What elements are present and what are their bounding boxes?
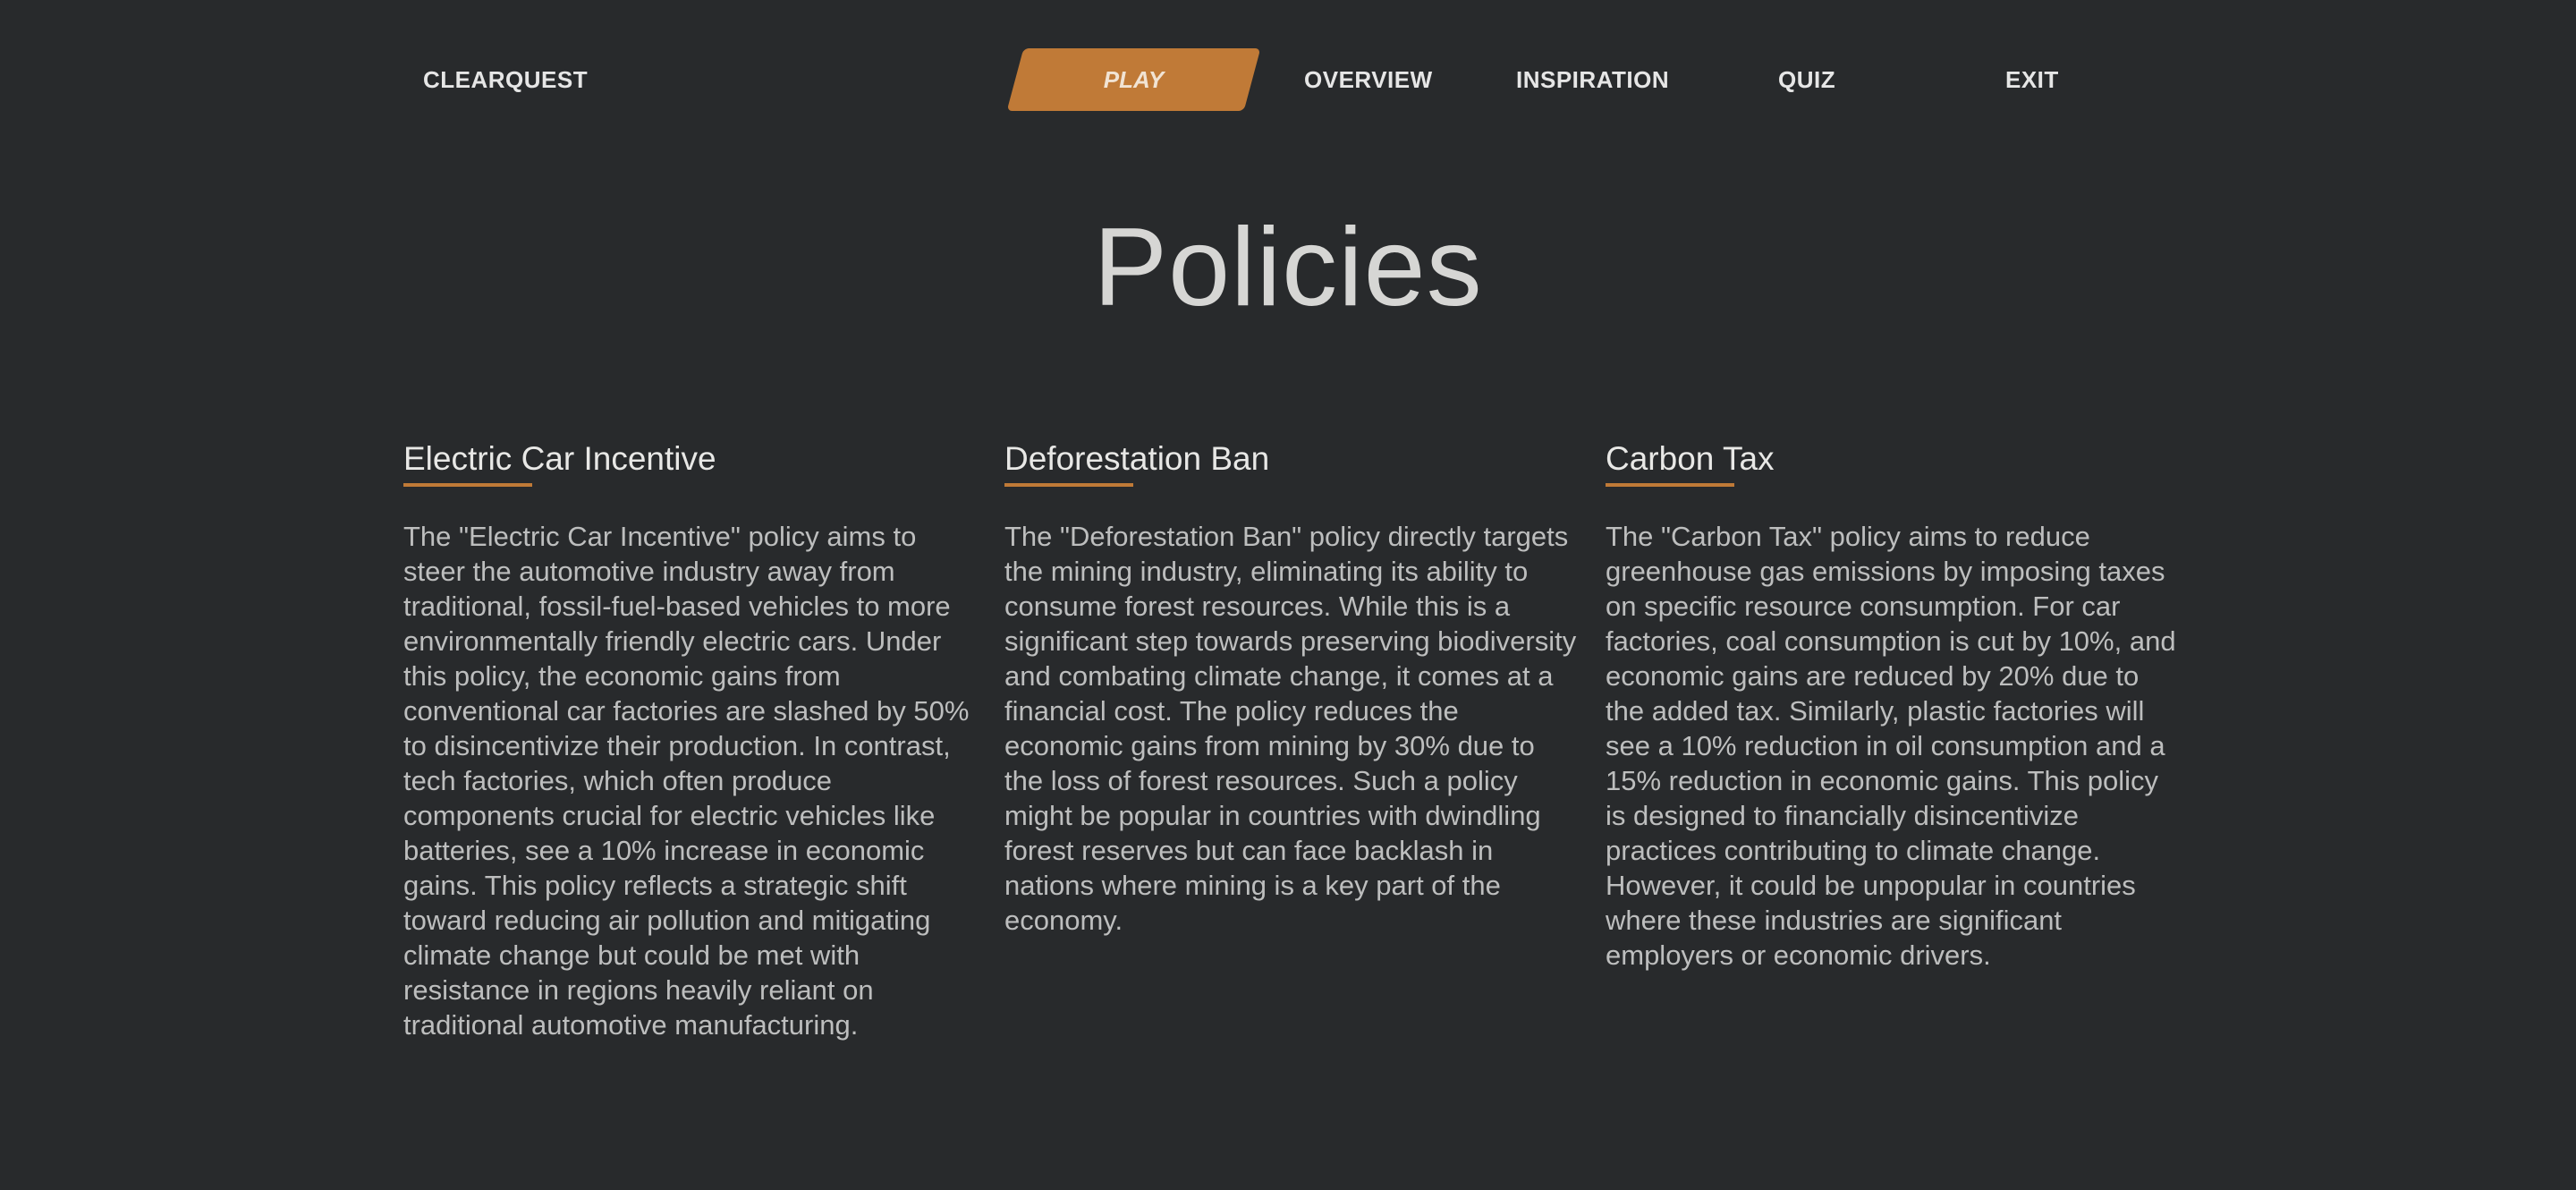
policy-heading-text: Deforestation Ban (1004, 440, 1270, 477)
policy-heading (403, 440, 716, 487)
top-navigation (0, 0, 2576, 157)
page-title: Policies (1093, 206, 1483, 329)
policy-heading (1606, 440, 1775, 487)
policy-heading (1004, 440, 1269, 487)
policy-description: The "Electric Car Incentive" policy aims to steer the automotive industry away from traditional, fossil-fuel-based vehicles to more environmentally friendly electric cars. Under this policy, the economic gains from conventional car factories are slashed by 50% to disincentivize their production. In contrast, tech factories, which often produce components crucial for electric vehicles like batteries, see a 10% increase in economic gains. This policy reflects a strategic shift toward reducing air pollution and mitigating climate change but could be met with resistance in regions heavily reliant on traditional automotive manufacturing. (403, 521, 970, 1041)
policy-description: The "Deforestation Ban" policy directly targets the mining industry, eliminating its ability to consume forest resources. While this is a significant step towards preserving biodiversity and combating climate change, it comes at a financial cost. The policy reduces the economic gains from mining by 30% due to the loss of forest resources. Such a policy might be popular in countries with dwindling forest reserves but can face backlash in nations where mining is a key part of the economy. (1004, 521, 1577, 936)
nav-item-inspiration[interactable]: INSPIRATION (1516, 66, 1670, 93)
policy-card-deforestation-ban (1004, 440, 1577, 938)
brand-logo-link[interactable]: CLEARQUEST (423, 66, 589, 93)
nav-item-quiz[interactable]: QUIZ (1778, 66, 1836, 93)
policies-section (403, 440, 2174, 1084)
play-button-label: PLAY (1103, 66, 1165, 93)
policy-card-carbon-tax (1606, 440, 2178, 973)
policy-card-electric-car-incentive (403, 440, 976, 1042)
policy-heading-text: Electric Car Incentive (403, 440, 716, 477)
nav-item-overview[interactable]: OVERVIEW (1304, 66, 1433, 93)
nav-item-exit[interactable]: EXIT (2005, 66, 2059, 93)
heading-underline (1004, 483, 1133, 487)
policy-heading-text: Carbon Tax (1606, 440, 1775, 477)
policy-description: The "Carbon Tax" policy aims to reduce greenhouse gas emissions by imposing taxes on specific resource consumption. For car factories, coal consumption is cut by 10%, and economic gains are reduced by 20% due to the added tax. Similarly, plastic factories will see a 10% reduction in oil consumption and a 15% reduction in economic gains. This policy is designed to financially disincentivize practices contributing to climate change. However, it could be unpopular in countries where these industries are significant employers or economic drivers. (1606, 521, 2176, 971)
heading-underline (403, 483, 532, 487)
play-button[interactable] (1015, 48, 1252, 111)
heading-underline (1606, 483, 1734, 487)
